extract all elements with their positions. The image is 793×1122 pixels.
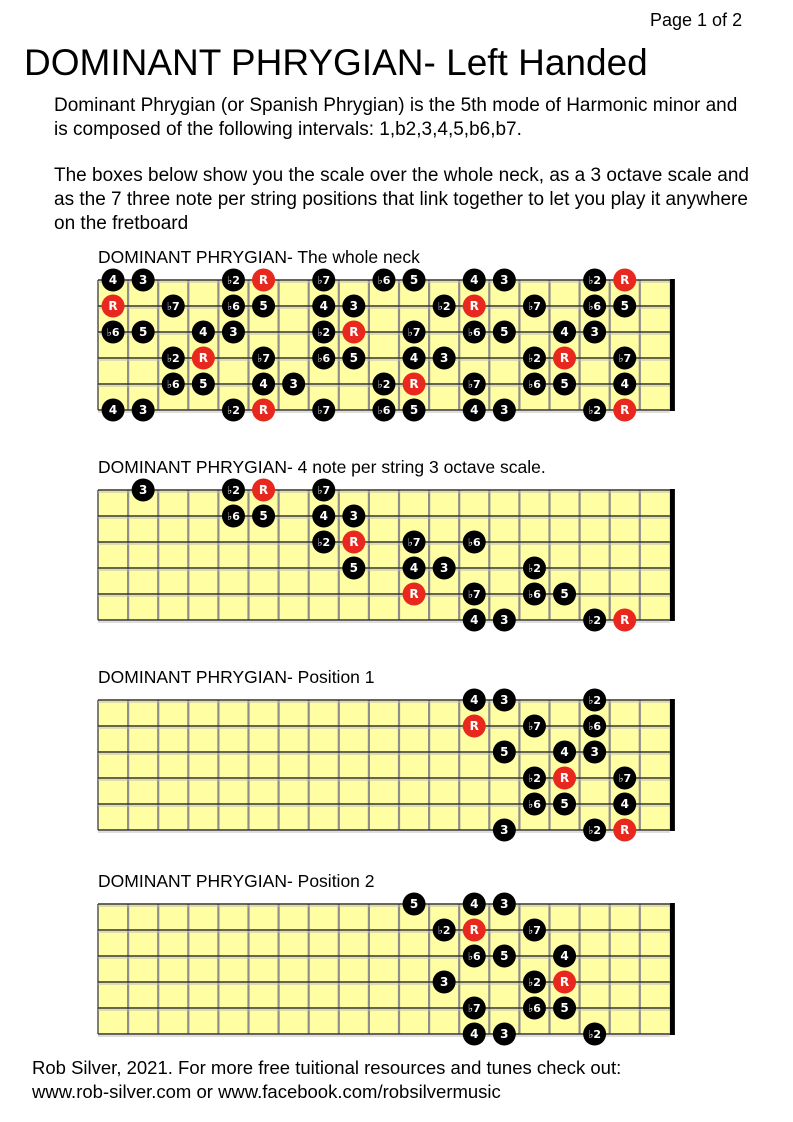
- note-label: R: [258, 403, 269, 418]
- scale-note-dot: [583, 741, 606, 764]
- note-label: 4: [620, 377, 629, 392]
- note-label: 4: [620, 797, 629, 812]
- note-label: 5: [409, 403, 419, 418]
- note-label: ♭6: [467, 326, 481, 340]
- note-label: ♭2: [588, 824, 602, 838]
- scale-note-dot: [403, 893, 426, 916]
- scale-note-dot: [523, 583, 546, 606]
- note-label: ♭7: [407, 536, 421, 550]
- note-label: 3: [349, 299, 359, 314]
- note-label: ♭2: [317, 326, 331, 340]
- scale-note-dot: [553, 373, 576, 396]
- note-label: 4: [470, 273, 479, 288]
- scale-note-dot: [613, 373, 636, 396]
- scale-note-dot: [553, 997, 576, 1020]
- note-label: R: [409, 377, 419, 392]
- note-label: ♭7: [166, 300, 180, 314]
- scale-note-dot: [583, 399, 606, 422]
- scale-note-dot: [312, 295, 335, 318]
- root-note-dot: [463, 919, 486, 942]
- fretboard-three-octave: [0, 476, 793, 636]
- scale-note-dot: [403, 399, 426, 422]
- note-label: 5: [349, 561, 359, 576]
- note-label: 4: [108, 403, 118, 418]
- note-label: R: [559, 771, 570, 786]
- scale-note-dot: [372, 269, 395, 292]
- scale-note-dot: [493, 893, 516, 916]
- diagram-title-three-octave: DOMINANT PHRYGIAN- 4 note per string 3 octave scale.: [98, 457, 546, 477]
- note-label: ♭2: [588, 694, 602, 708]
- scale-note-dot: [162, 373, 185, 396]
- nut: [670, 489, 675, 621]
- scale-note-dot: [523, 557, 546, 580]
- root-note-dot: [613, 269, 636, 292]
- note-label: R: [620, 403, 630, 418]
- root-note-dot: [553, 971, 576, 994]
- note-label: ♭2: [377, 378, 391, 392]
- scale-note-dot: [132, 321, 155, 344]
- note-label: 4: [560, 325, 569, 340]
- scale-note-dot: [523, 373, 546, 396]
- scale-note-dot: [613, 793, 636, 816]
- note-label: 5: [409, 273, 419, 288]
- scale-note-dot: [222, 295, 245, 318]
- note-label: ♭7: [317, 274, 331, 288]
- note-label: 3: [138, 483, 148, 498]
- scale-note-dot: [493, 1023, 516, 1046]
- note-label: R: [559, 351, 570, 366]
- note-label: ♭6: [467, 536, 481, 550]
- note-label: R: [349, 535, 359, 550]
- scale-note-dot: [433, 295, 456, 318]
- scale-note-dot: [433, 919, 456, 942]
- scale-note-dot: [403, 269, 426, 292]
- note-label: ♭2: [588, 274, 602, 288]
- note-label: ♭6: [467, 950, 481, 964]
- root-note-dot: [553, 347, 576, 370]
- note-label: ♭2: [227, 274, 240, 288]
- fretboard-whole-neck: [0, 266, 793, 426]
- root-note-dot: [613, 819, 636, 842]
- scale-note-dot: [463, 583, 486, 606]
- note-label: ♭2: [528, 352, 541, 366]
- fretboard-surface: [98, 700, 670, 830]
- scale-note-dot: [222, 479, 245, 502]
- diagram-title-position-1: DOMINANT PHRYGIAN- Position 1: [98, 667, 375, 687]
- scale-note-dot: [372, 373, 395, 396]
- scale-note-dot: [222, 399, 245, 422]
- scale-note-dot: [162, 347, 185, 370]
- note-label: ♭2: [528, 562, 541, 576]
- scale-note-dot: [523, 347, 546, 370]
- scale-note-dot: [312, 505, 335, 528]
- note-label: R: [620, 273, 630, 288]
- scale-note-dot: [192, 373, 215, 396]
- scale-note-dot: [583, 609, 606, 632]
- scale-note-dot: [102, 269, 125, 292]
- scale-note-dot: [583, 295, 606, 318]
- fretboard-surface: [98, 490, 670, 620]
- scale-note-dot: [463, 609, 486, 632]
- scale-note-dot: [583, 819, 606, 842]
- scale-note-dot: [463, 997, 486, 1020]
- scale-note-dot: [553, 321, 576, 344]
- scale-note-dot: [222, 321, 245, 344]
- fretboard-surface: [98, 904, 670, 1034]
- note-label: 3: [500, 403, 509, 418]
- scale-note-dot: [523, 295, 546, 318]
- note-label: 3: [229, 325, 238, 340]
- scale-note-dot: [342, 557, 365, 580]
- note-label: 5: [500, 325, 509, 340]
- scale-note-dot: [523, 971, 546, 994]
- note-label: ♭2: [528, 772, 541, 786]
- root-note-dot: [192, 347, 215, 370]
- note-label: 5: [560, 587, 569, 602]
- note-label: ♭7: [407, 326, 421, 340]
- scale-note-dot: [523, 793, 546, 816]
- scale-note-dot: [132, 269, 155, 292]
- scale-note-dot: [192, 321, 215, 344]
- note-label: ♭6: [528, 588, 541, 602]
- scale-note-dot: [252, 347, 275, 370]
- scale-note-dot: [372, 399, 395, 422]
- note-label: ♭2: [528, 976, 541, 990]
- scale-note-dot: [463, 269, 486, 292]
- note-label: 4: [560, 949, 569, 964]
- diagram-title-position-2: DOMINANT PHRYGIAN- Position 2: [98, 871, 375, 891]
- note-label: 4: [470, 403, 479, 418]
- scale-note-dot: [463, 893, 486, 916]
- root-note-dot: [102, 295, 125, 318]
- scale-note-dot: [553, 793, 576, 816]
- root-note-dot: [252, 269, 275, 292]
- note-label: 5: [500, 745, 509, 760]
- scale-note-dot: [312, 269, 335, 292]
- scale-note-dot: [312, 479, 335, 502]
- note-label: 5: [560, 797, 569, 812]
- scale-note-dot: [102, 399, 125, 422]
- intro-paragraph-intervals: Dominant Phrygian (or Spanish Phrygian) is the 5th mode of Harmonic minor and is composed of the following intervals: 1,b2,3,4,5,b6,b7.: [54, 95, 738, 140]
- note-label: 4: [259, 377, 268, 392]
- note-label: ♭7: [528, 720, 541, 734]
- footer: [32, 1056, 772, 1104]
- root-note-dot: [553, 767, 576, 790]
- scale-note-dot: [222, 269, 245, 292]
- note-label: 3: [500, 823, 509, 838]
- scale-note-dot: [613, 767, 636, 790]
- scale-note-dot: [222, 505, 245, 528]
- scale-note-dot: [583, 1023, 606, 1046]
- note-label: 3: [439, 975, 449, 990]
- scale-note-dot: [493, 399, 516, 422]
- scale-note-dot: [463, 399, 486, 422]
- scale-note-dot: [132, 399, 155, 422]
- page-title: DOMINANT PHRYGIAN- Left Handed: [24, 42, 648, 83]
- scale-note-dot: [463, 321, 486, 344]
- diagram-title-whole-neck: DOMINANT PHRYGIAN- The whole neck: [98, 247, 420, 267]
- root-note-dot: [252, 479, 275, 502]
- scale-note-dot: [282, 373, 305, 396]
- scale-note-dot: [403, 321, 426, 344]
- root-note-dot: [463, 295, 486, 318]
- note-label: ♭6: [106, 326, 120, 340]
- note-label: 4: [409, 351, 419, 366]
- note-label: ♭2: [588, 614, 602, 628]
- scale-note-dot: [312, 347, 335, 370]
- root-note-dot: [252, 399, 275, 422]
- note-label: ♭7: [618, 772, 632, 786]
- note-label: ♭7: [528, 300, 541, 314]
- scale-note-dot: [403, 557, 426, 580]
- note-label: R: [620, 613, 630, 628]
- note-label: 5: [259, 299, 268, 314]
- note-label: ♭6: [166, 378, 180, 392]
- scale-note-dot: [463, 531, 486, 554]
- note-label: ♭7: [317, 404, 331, 418]
- note-label: ♭2: [317, 536, 331, 550]
- note-label: 5: [409, 897, 419, 912]
- note-label: 4: [409, 561, 419, 576]
- note-label: ♭2: [227, 484, 240, 498]
- note-label: ♭6: [588, 300, 602, 314]
- note-label: ♭2: [437, 924, 451, 938]
- note-label: R: [258, 483, 269, 498]
- scale-note-dot: [463, 689, 486, 712]
- scale-note-dot: [252, 295, 275, 318]
- scale-note-dot: [523, 997, 546, 1020]
- note-label: ♭6: [227, 510, 240, 524]
- note-label: R: [620, 823, 630, 838]
- note-label: 3: [500, 273, 509, 288]
- note-label: 4: [108, 273, 118, 288]
- note-label: 4: [319, 509, 328, 524]
- nut: [670, 699, 675, 831]
- note-label: ♭7: [257, 352, 270, 366]
- scale-note-dot: [493, 819, 516, 842]
- page-number: Page 1 of 2: [650, 10, 743, 30]
- scale-note-dot: [312, 321, 335, 344]
- note-label: 3: [439, 351, 449, 366]
- note-label: ♭6: [528, 1002, 541, 1016]
- note-label: ♭6: [227, 300, 240, 314]
- scale-note-dot: [403, 347, 426, 370]
- root-note-dot: [342, 321, 365, 344]
- note-label: 5: [560, 377, 569, 392]
- scale-note-dot: [553, 583, 576, 606]
- scale-note-dot: [342, 505, 365, 528]
- note-label: ♭7: [467, 378, 481, 392]
- note-label: ♭7: [467, 588, 481, 602]
- note-label: R: [409, 587, 419, 602]
- note-label: 3: [138, 403, 148, 418]
- note-label: 3: [590, 745, 599, 760]
- note-label: 3: [500, 613, 509, 628]
- footer-credit: Rob Silver, 2021. For more free tuitional resources and tunes check out:: [32, 1057, 622, 1078]
- scale-note-dot: [403, 531, 426, 554]
- note-label: 4: [470, 613, 479, 628]
- note-label: R: [198, 351, 208, 366]
- note-label: R: [349, 325, 359, 340]
- note-label: ♭2: [588, 404, 602, 418]
- scale-note-dot: [433, 347, 456, 370]
- scale-note-dot: [493, 689, 516, 712]
- scale-note-dot: [613, 347, 636, 370]
- scale-note-dot: [583, 715, 606, 738]
- scale-note-dot: [433, 971, 456, 994]
- scale-note-dot: [493, 741, 516, 764]
- note-label: R: [108, 299, 118, 314]
- note-label: ♭2: [437, 300, 451, 314]
- note-label: 3: [500, 897, 509, 912]
- note-label: 3: [289, 377, 298, 392]
- scale-note-dot: [523, 767, 546, 790]
- scale-note-dot: [523, 715, 546, 738]
- scale-note-dot: [493, 321, 516, 344]
- scale-note-dot: [312, 531, 335, 554]
- nut: [670, 279, 675, 411]
- scale-note-dot: [613, 295, 636, 318]
- scale-note-dot: [493, 269, 516, 292]
- note-label: ♭6: [377, 404, 391, 418]
- note-label: 5: [199, 377, 208, 392]
- note-label: 4: [470, 897, 479, 912]
- note-label: ♭7: [317, 484, 331, 498]
- note-label: 5: [560, 1001, 569, 1016]
- note-label: 4: [470, 1027, 479, 1042]
- note-label: 3: [590, 325, 599, 340]
- note-label: ♭2: [588, 1028, 602, 1042]
- note-label: 3: [349, 509, 359, 524]
- scale-note-dot: [252, 373, 275, 396]
- note-label: 5: [138, 325, 148, 340]
- footer-links: www.rob-silver.com or www.facebook.com/robsilvermusic: [32, 1081, 501, 1102]
- note-label: ♭6: [317, 352, 331, 366]
- note-label: 4: [470, 693, 479, 708]
- scale-note-dot: [553, 741, 576, 764]
- scale-note-dot: [252, 505, 275, 528]
- note-label: 3: [138, 273, 148, 288]
- note-label: 3: [439, 561, 449, 576]
- note-label: 5: [349, 351, 359, 366]
- root-note-dot: [342, 531, 365, 554]
- scale-note-dot: [463, 945, 486, 968]
- root-note-dot: [463, 715, 486, 738]
- scale-note-dot: [102, 321, 125, 344]
- note-label: 5: [620, 299, 629, 314]
- note-label: ♭7: [618, 352, 632, 366]
- root-note-dot: [403, 373, 426, 396]
- scale-note-dot: [162, 295, 185, 318]
- intro-paragraph-boxes: The boxes below show you the scale over the whole neck, as a 3 octave scale and as the 7 three note per string positions that link together to let you play it anywhere on the fretboard: [54, 165, 749, 234]
- note-label: 4: [560, 745, 569, 760]
- note-label: R: [258, 273, 269, 288]
- fretboard-position-1: [0, 686, 793, 846]
- note-label: ♭2: [227, 404, 240, 418]
- scale-note-dot: [463, 1023, 486, 1046]
- scale-note-dot: [493, 609, 516, 632]
- scale-note-dot: [493, 945, 516, 968]
- note-label: 4: [199, 325, 208, 340]
- note-label: ♭6: [528, 798, 541, 812]
- note-label: ♭2: [166, 352, 180, 366]
- scale-note-dot: [342, 347, 365, 370]
- note-label: ♭7: [467, 1002, 481, 1016]
- note-label: R: [469, 719, 479, 734]
- fretboard-position-2: [0, 890, 793, 1050]
- root-note-dot: [613, 609, 636, 632]
- note-label: ♭6: [588, 720, 602, 734]
- scale-note-dot: [312, 399, 335, 422]
- note-label: ♭6: [377, 274, 391, 288]
- scale-note-dot: [433, 557, 456, 580]
- scale-note-dot: [583, 269, 606, 292]
- note-label: 3: [500, 693, 509, 708]
- note-label: R: [559, 975, 570, 990]
- note-label: 3: [500, 1027, 509, 1042]
- scale-note-dot: [583, 321, 606, 344]
- note-label: R: [469, 923, 479, 938]
- scale-note-dot: [132, 479, 155, 502]
- nut: [670, 903, 675, 1035]
- note-label: 5: [259, 509, 268, 524]
- scale-note-dot: [583, 689, 606, 712]
- scale-note-dot: [523, 919, 546, 942]
- root-note-dot: [613, 399, 636, 422]
- scale-note-dot: [463, 373, 486, 396]
- scale-note-dot: [342, 295, 365, 318]
- note-label: R: [469, 299, 479, 314]
- note-label: ♭7: [528, 924, 541, 938]
- note-label: 4: [319, 299, 328, 314]
- root-note-dot: [403, 583, 426, 606]
- note-label: ♭6: [528, 378, 541, 392]
- note-label: 5: [500, 949, 509, 964]
- scale-note-dot: [553, 945, 576, 968]
